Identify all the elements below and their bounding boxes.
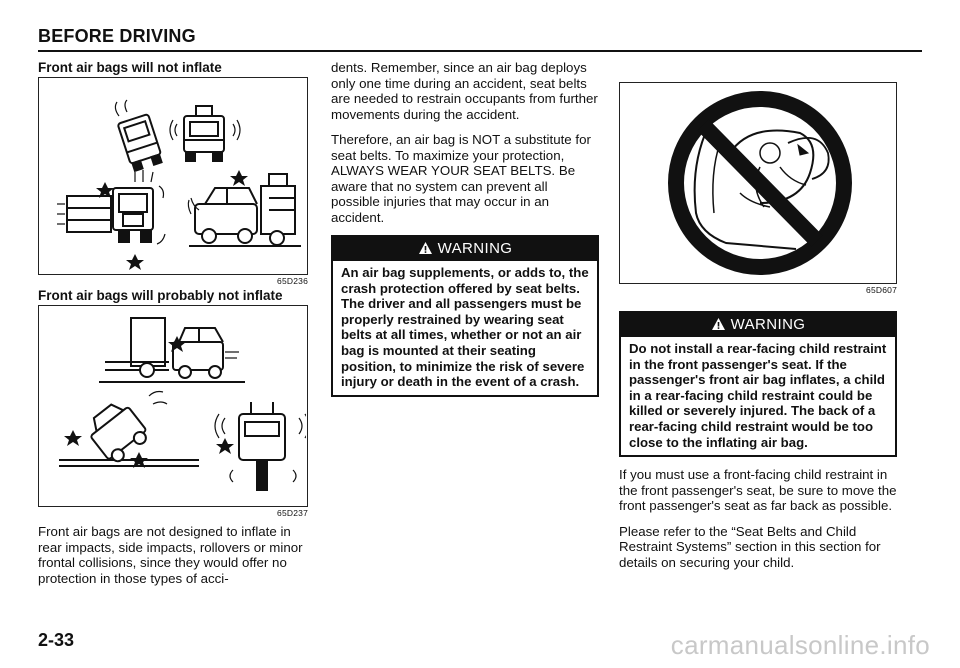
warning-triangle-icon [418, 241, 433, 255]
figure-probably-no-inflate [38, 305, 308, 507]
figure-code-3: 65D607 [866, 285, 897, 295]
warning-triangle-icon [711, 317, 726, 331]
warning-text: An air bag supplements, or adds to, the crash protection offered by seat belts. The driver and all passengers must be properly restrained by wearing seat belts at all times, whether or not an air bag is mounted at their seating position, to minimize the risk of severe injury or death in the event of a crash. [341, 265, 589, 390]
middle-paragraph-1: dents. Remember, since an air bag deploys only one time during an accident, seat belts are needed to restrain occupants from further movements during the accident. [331, 60, 598, 122]
section-title: BEFORE DRIVING [38, 26, 196, 46]
heading-not-inflate: Front air bags will not inflate [38, 60, 222, 75]
heading-probably-not-inflate: Front air bags will probably not inflate [38, 288, 283, 303]
right-column [619, 82, 897, 580]
warning-text: Do not install a rear-facing child restraint in the front passenger's seat. If the passenger's front air bag inflates, a child in a rear-facing child restraint could be killed or severely injured. The back of a rear-facing child restraint would be too close to the inflating air bag. [629, 341, 887, 450]
page-number: 2-33 [38, 630, 75, 650]
warning-box-child-restraint [619, 311, 897, 457]
warning-title: WARNING [437, 240, 513, 257]
figure-code-1: 65D236 [277, 276, 308, 286]
left-paragraph: Front air bags are not designed to inflate in rear impacts, side impacts, rollovers or minor frontal collisions, since they would offer no protection in those types of acci- [38, 524, 303, 586]
header-rule [38, 50, 922, 52]
warning-header [333, 237, 597, 261]
middle-column [331, 60, 599, 397]
crash-scenarios-illustration [39, 78, 306, 274]
left-column [38, 60, 308, 596]
figure-code-2: 65D237 [277, 508, 308, 518]
right-paragraph-1: If you must use a front-facing child restraint in the front passenger's seat, be sure to move the front passenger's seat as far back as possible. [619, 467, 897, 514]
figure-no-inflate [38, 77, 308, 275]
right-paragraph-2: Please refer to the “Seat Belts and Child Restraint Systems” section in this section for details on securing your child. [619, 523, 881, 570]
warning-header [621, 313, 895, 337]
warning-box-airbag [331, 235, 599, 397]
underride-rollover-illustration [39, 306, 306, 506]
prohibited-rear-facing-seat-illustration [620, 83, 896, 283]
middle-paragraph-2: Therefore, an air bag is NOT a substitute for seat belts. To maximize your protection, ALWAYS WEAR YOUR SEAT BELTS. Be aware that no system can prevent all possible injuries that may occur in an accident. [331, 132, 591, 225]
warning-title: WARNING [730, 316, 806, 333]
watermark: carmanualsonline.info [670, 630, 930, 660]
figure-no-rear-facing [619, 82, 897, 284]
